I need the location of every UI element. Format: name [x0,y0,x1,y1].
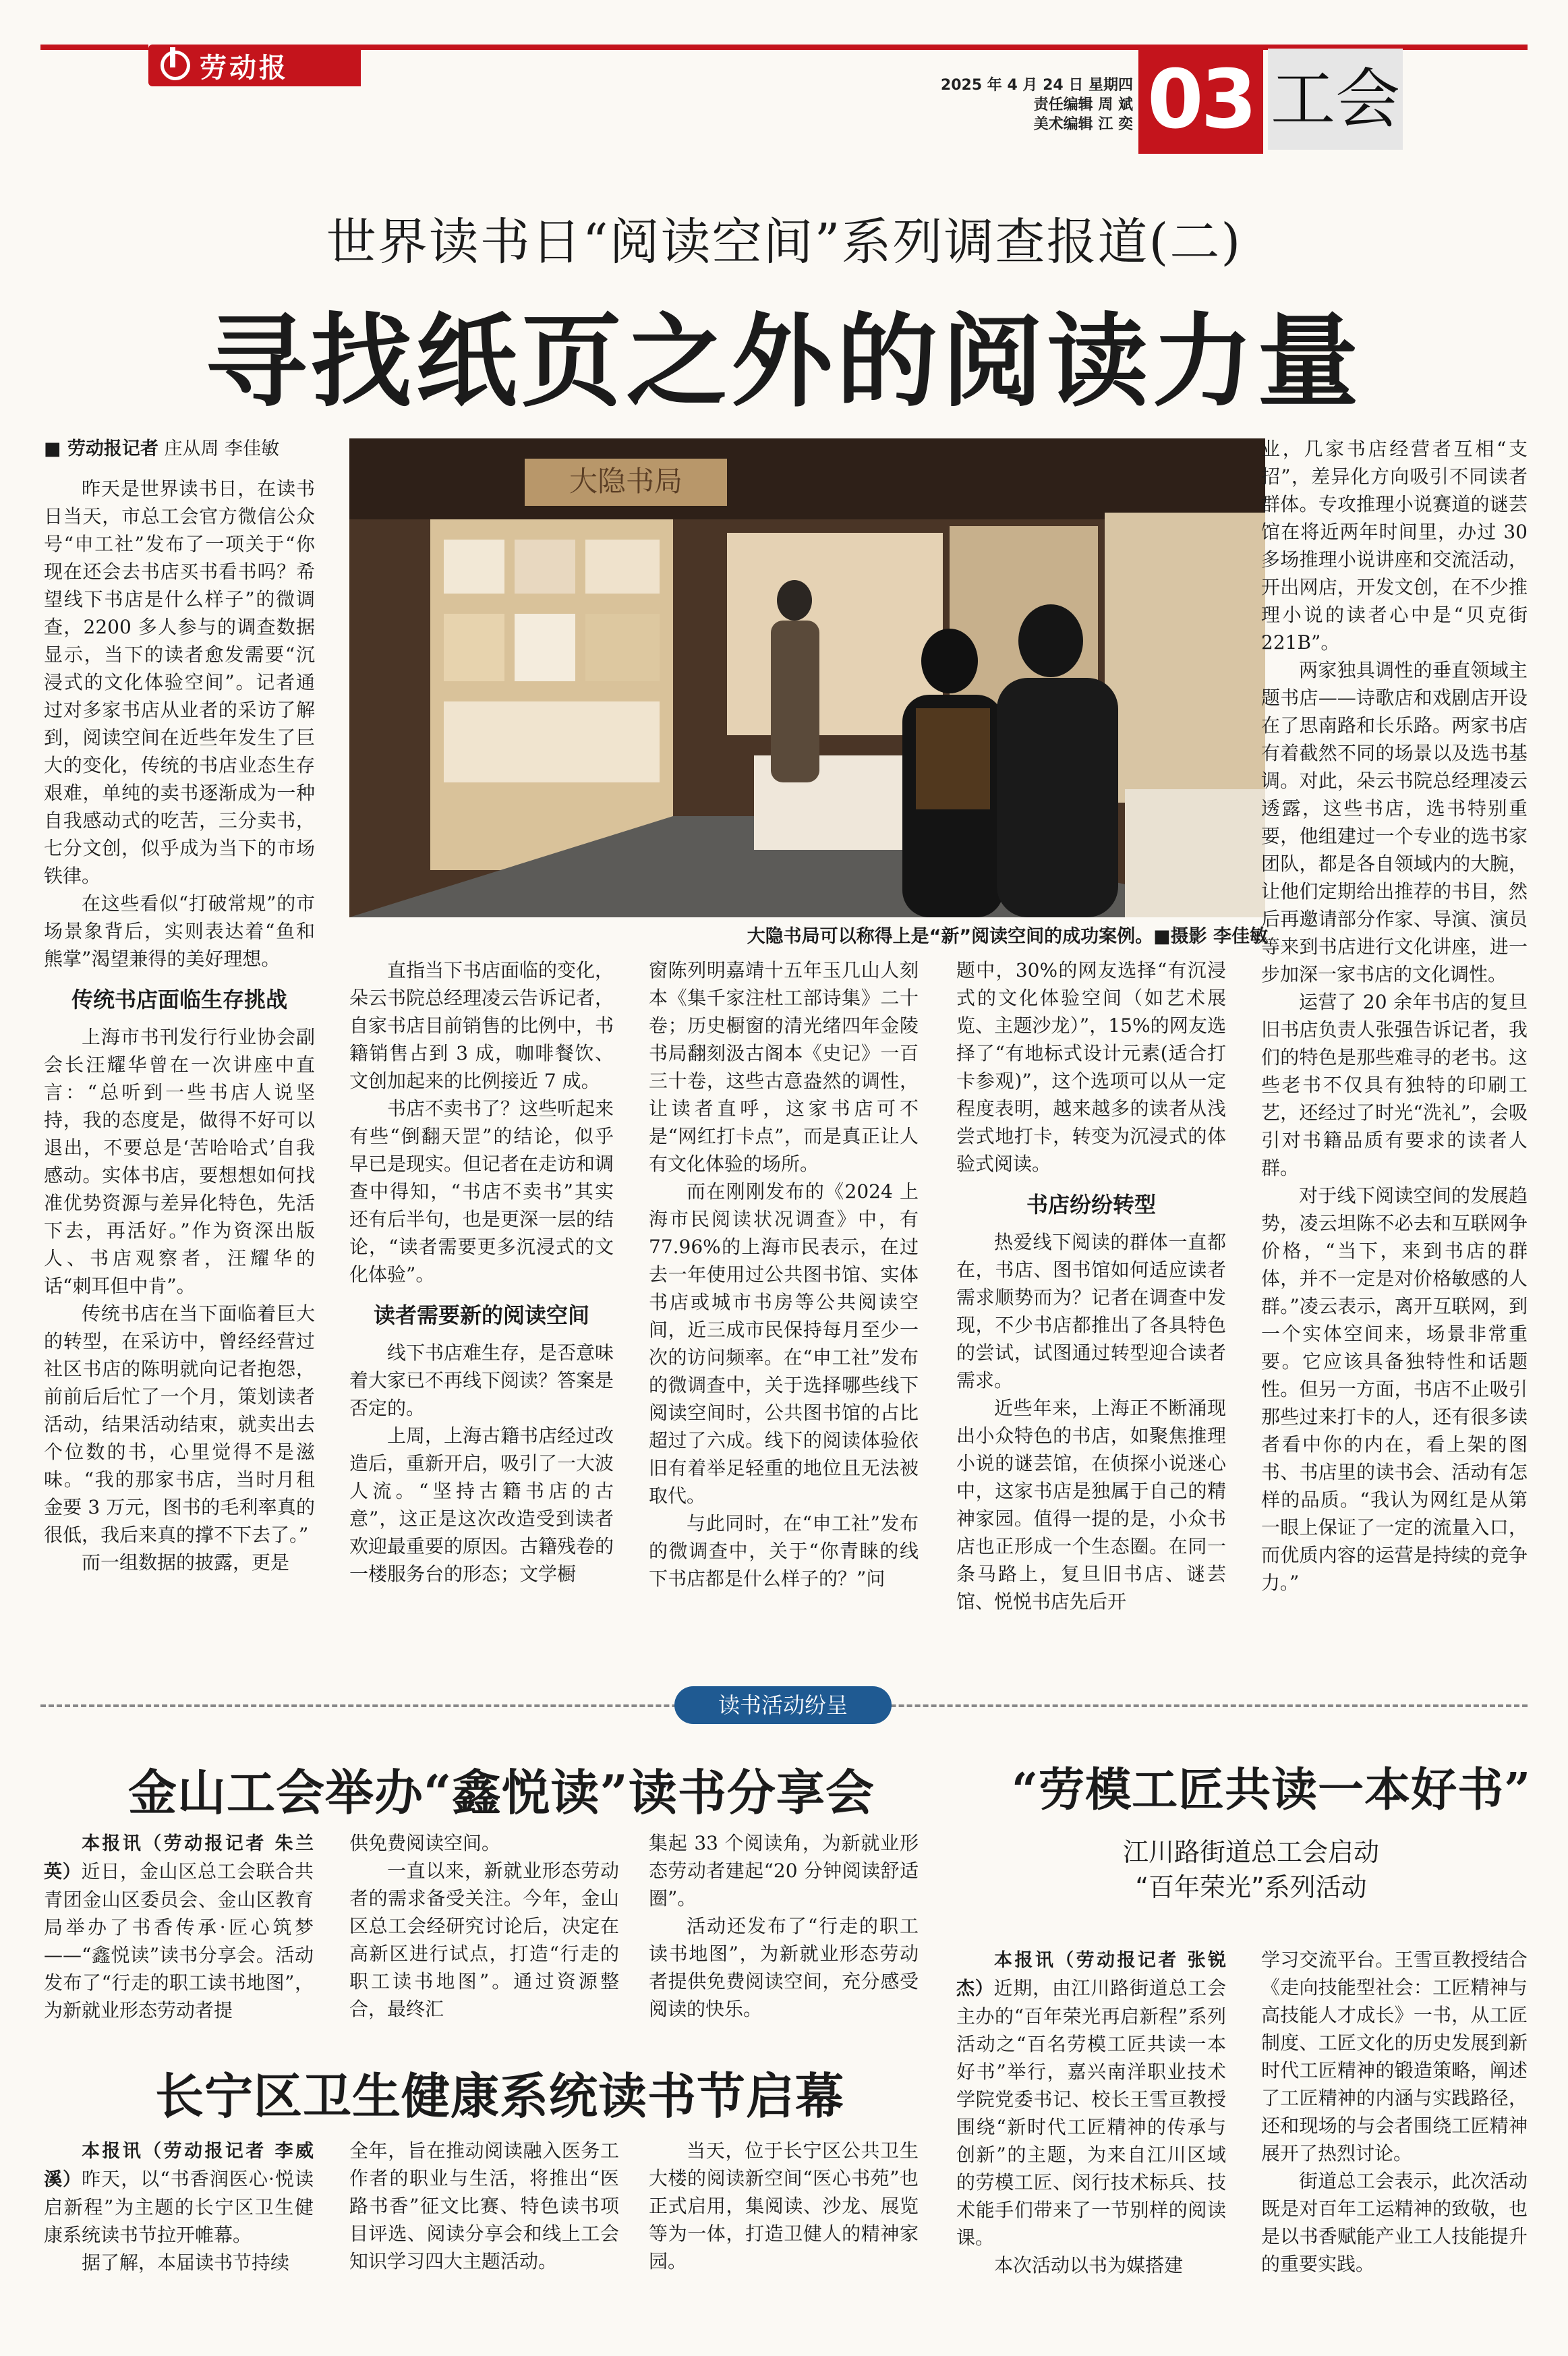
jiangchuan-subhead-line2: “百年荣光”系列活动 [1135,1872,1367,1902]
art-editor: 美术编辑 江 奕 [1033,116,1133,133]
paragraph: 本报讯（劳动报记者 李威溪）昨天，以“书香润医心·悦读启新程”为主题的长宁区卫生健康系统读书节拉开帷幕。 [44,2141,314,2246]
paper-name: 劳动报 [200,51,289,84]
paragraph: 业，几家书店经营者互相“支招”，差异化方向吸引不同读者群体。专攻推理小说赛道的谜芸馆在将近两年时间里，办过 30 多场推理小说讲座和交流活动，开出网店，开发文创，在不少推理小说的读者心中是“贝克街 221B”。 [1261,438,1528,654]
subhead-traditional: 传统书店面临生存挑战 [71,987,287,1012]
paragraph: 在这些看似“打破常规”的市场景象背后，实则表达着“鱼和熊掌”渴望兼得的美好理想。 [44,892,315,970]
bookstore-photo [349,438,1265,917]
paragraph: 活动还发布了“行走的职工读书地图”，为新就业形态劳动者提供免费阅读空间，充分感受阅读的快乐。 [649,1915,919,2020]
paragraph: 集起 33 个阅读角，为新就业形态劳动者建起“20 分钟阅读舒适圈”。 [649,1832,919,1909]
paragraph: 上周，上海古籍书店经过改造后，重新开启，吸引了一大波人流。“坚持古籍书店的古意”，这正是这次改造受到读者欢迎最重要的原因。古籍残卷的一楼服务台的形态；文学橱 [349,1425,614,1585]
paragraph: 热爱线下阅读的群体一直都在，书店、图书馆如何适应读者需求顺势而为？记者在调查中发现，不少书店都推出了各具特色的尝试，试图通过转型迎合读者需求。 [956,1231,1226,1391]
paragraph: 本报讯（劳动报记者 张锐杰）近期，由江川路街道总工会主办的“百年荣光再启新程”系列活动之“百名劳模工匠共读一本好书”举行，嘉兴南洋职业技术学院党委书记、校长王雪亘教授围绕“新时代工匠精神的传承与创新”的主题，为来自江川区域的劳模工匠、闵行技术标兵、技术能手们带来了一节别样的阅读课。 [956,1950,1226,2249]
series-kicker: 世界读书日“阅读空间”系列调查报道(二) [326,213,1242,271]
main-col-4 [956,956,1226,1615]
paragraph: 运营了 20 余年书店的复旦旧书店负责人张强告诉记者，我们的特色是那些难寻的老书。这些老书不仅具有独特的印刷工艺，还经过了时光“洗礼”，会吸引对书籍品质有要求的读者人群。 [1261,991,1528,1179]
paragraph: 而一组数据的披露，更是 [82,1551,290,1574]
issue-meta [877,76,1133,134]
paragraph: 与此同时，在“申工社”发布的微调查中，关于“你青睐的线下书店都是什么样子的？”问 [649,1512,919,1590]
changning-col-3 [649,2137,919,2275]
bookstore-photo-illustration [349,438,1265,917]
subhead-new-space: 读者需要新的阅读空间 [373,1302,589,1328]
paragraph: 上海市书刊发行行业协会副会长汪耀华曾在一次讲座中直言：“总听到一些书店人说坚持，我的态度是，做得不好可以退出，不要总是‘苦哈哈式’自我感动。实体书店，要想想如何找准优势资源与差异化特色，先活下去，再活好。”作为资深出版人、书店观察者，汪耀华的话“刺耳但中肯”。 [44,1026,315,1297]
section-name: 工会 [1268,49,1403,150]
main-col-1 [44,435,315,1576]
main-col-3 [649,956,919,1592]
photo-sign-text: 大隐书局 [569,465,683,498]
paragraph: 昨天是世界读书日，在读书日当天，市总工会官方微信公众号“申工社”发布了一项关于“你现在还会去书店买书看书吗？希望线下书店是什么样子”的微调查，2200 多人参与的调查数据显示，当下的读者愈发需要“沉浸式的文化体验空间”。记者通过对多家书店从业者的采访了解到，阅读空间在近些年发生了巨大的变化，传统的书店业态生存艰难，单纯的卖书逐渐成为一种自我感动式的吃苦，三分卖书，七分文创，似乎成为当下的市场铁律。 [44,478,315,887]
paragraph: 供免费阅读空间。 [349,1832,501,1854]
paragraph: 书店不卖书了？这些听起来有些“倒翻天罡”的结论，似乎早已是现实。但记者在走访和调查中得知，“书店不卖书”其实还有后半句，也是更深一层的结论，“读者需要更多沉浸式的文化体验”。 [349,1097,614,1286]
paragraph: 街道总工会表示，此次活动既是对百年工运精神的致敬，也是以书香赋能产业工人技能提升的重要实践。 [1261,2170,1528,2275]
paragraph: 直指当下书店面临的变化，朵云书院总经理凌云告诉记者，自家书店目前销售的比例中，书籍销售占到 3 成，咖啡餐饮、文创加起来的比例接近 7 成。 [349,959,614,1092]
logo-mark-icon [161,51,190,80]
paragraph: 全年，旨在推动阅读融入医务工作者的职业与生活，将推出“医路书香”征文比赛、特色读书项目评选、阅读分享会和线上工会知识学习四大主题活动。 [349,2139,619,2272]
changning-col-1 [44,2137,314,2276]
paragraph: 本报讯（劳动报记者 朱兰英）近日，金山区总工会联合共青团金山区委员会、金山区教育局举办了书香传承·匠心筑梦——“鑫悦读”读书分享会。活动发布了“行走的职工读书地图”，为新就业形态劳动者提 [44,1833,314,2021]
paragraph: 两家独具调性的垂直领域主题书店——诗歌店和戏剧店开设在了思南路和长乐路。两家书店有着截然不同的场景以及选书基调。对此，朵云书院总经理凌云透露，这些书店，选书特别重要，他组建过一个专业的选书家团队，都是各自领域内的大腕，让他们定期给出推荐的书目，然后再邀请部分作家、导演、演员等来到书店进行文化讲座，进一步加深一家书店的文化调性。 [1261,659,1528,985]
divider-label: 读书活动纷呈 [674,1686,892,1724]
masthead-rule-left [40,45,148,50]
paragraph: 一直以来，新就业形态劳动者的需求备受关注。今年，金山区总工会经研究讨论后，决定在高新区进行试点，打造“行走的职工读书地图”。通过资源整合，最终汇 [349,1860,619,2020]
paragraph: 对于线下阅读空间的发展趋势，凌云坦陈不必去和互联网争价格，“当下，来到书店的群体，并不一定是对价格敏感的人群。”凌云表示，离开互联网，到一个实体空间来，场景非常重要。它应该具备独特性和话题性。但另一方面，书店不止吸引那些过来打卡的人，还有很多读者看中你的内在，看上架的图书、书店里的读书会、活动有怎样的品质。“我认为网红是从第一眼上保证了一定的流量入口，而优质内容的运营是持续的竞争力。” [1261,1184,1528,1594]
jiangchuan-headline: “劳模工匠共读一本好书” [1012,1763,1532,1817]
main-col-5 [1261,435,1528,1597]
paragraph: 当天，位于长宁区公共卫生大楼的阅读新空间“医心书苑”也正式启用，集阅读、沙龙、展览等为一体，打造卫健人的精神家园。 [649,2139,919,2272]
jinshan-col-2 [349,1829,619,2023]
photo-caption: 大隐书局可以称得上是“新”阅读空间的成功案例。■摄影 李佳敏 [747,926,1268,947]
main-col-2 [349,956,614,1588]
paragraph: 据了解，本届读书节持续 [82,2251,290,2274]
responsible-editor: 责任编辑 周 斌 [1033,96,1133,113]
jiangchuan-col-1 [956,1946,1226,2279]
paragraph: 近些年来，上海正不断涌现出小众特色的书店，如聚焦推理小说的谜芸馆，在侦探小说迷心中，这家书店是独属于自己的精神家园。值得一提的是，小众书店也正形成一个生态圈。在同一条马路上，复旦旧书店、谜芸馆、悦悦书店先后开 [956,1397,1226,1613]
main-headline: 寻找纸页之外的阅读力量 [205,302,1363,421]
paper-logo [148,45,361,86]
paragraph: 学习交流平台。王雪亘教授结合《走向技能型社会：工匠精神与高技能人才成长》一书，从工匠制度、工匠文化的历史发展到新时代工匠精神的锻造策略，阐述了工匠精神的内涵与实践路径，还和现场的与会者围绕工匠精神展开了热烈讨论。 [1261,1949,1528,2164]
page-number: 03 [1138,47,1263,154]
jiangchuan-col-2 [1261,1946,1528,2278]
jinshan-headline: 金山工会举办“鑫悦读”读书分享会 [128,1764,875,1821]
jinshan-col-1 [44,1829,314,2024]
paragraph: 窗陈列明嘉靖十五年玉几山人刻本《集千家注杜工部诗集》二十卷；历史橱窗的清光绪四年金陵书局翻刻汲古阁本《史记》一百三十卷，这些古意盎然的调性，让读者直呼，这家书店可不是“网红打卡点”，而是真正让人有文化体验的场所。 [649,959,919,1175]
paragraph: 传统书店在当下面临着巨大的转型，在采访中，曾经经营过社区书店的陈明就向记者抱怨，前前后后忙了一个月，策划读者活动，结果活动结束，就卖出去个位数的书，心里觉得不是滋味。“我的那家书店，当时月租金要 3 万元，图书的毛利率真的很低，我后来真的撑不下去了。” [44,1302,315,1546]
paragraph: 题中，30%的网友选择“有沉浸式的文化体验空间（如艺术展览、主题沙龙）”，15%的网友选择了“有地标式设计元素(适合打卡参观)”，这个选项可以从一定程度表明，越来越多的读者从浅尝式地打卡，转变为沉浸式的体验式阅读。 [956,959,1226,1175]
changning-col-2 [349,2137,619,2275]
byline: ■ 劳动报记者 庄从周 李佳敏 [44,438,280,459]
issue-date: 2025 年 4 月 24 日 星期四 [940,77,1133,94]
jiangchuan-subhead [964,1835,1538,1905]
paragraph: 线下书店难生存，是否意味着大家已不再线下阅读？答案是否定的。 [349,1342,614,1419]
changning-headline: 长宁区卫生健康系统读书节启幕 [155,2067,845,2125]
jinshan-col-3 [649,1829,919,2023]
jiangchuan-subhead-line1: 江川路街道总工会启动 [1122,1837,1379,1867]
subhead-transform: 书店纷纷转型 [1026,1192,1156,1217]
paragraph: 本次活动以书为媒搭建 [994,2254,1184,2276]
paragraph: 而在刚刚发布的《2024 上海市民阅读状况调查》中，有 77.96%的上海市民表示，在过去一年使用过公共图书馆、实体书店或城市书房等公共阅读空间，近三成市民保持每月至少一次的访问频率。在“申工社”发布的微调查中，关于选择哪些线下阅读空间时，公共图书馆的占比超过了六成。线下的阅读体验依旧有着举足轻重的地位且无法被取代。 [649,1180,919,1507]
